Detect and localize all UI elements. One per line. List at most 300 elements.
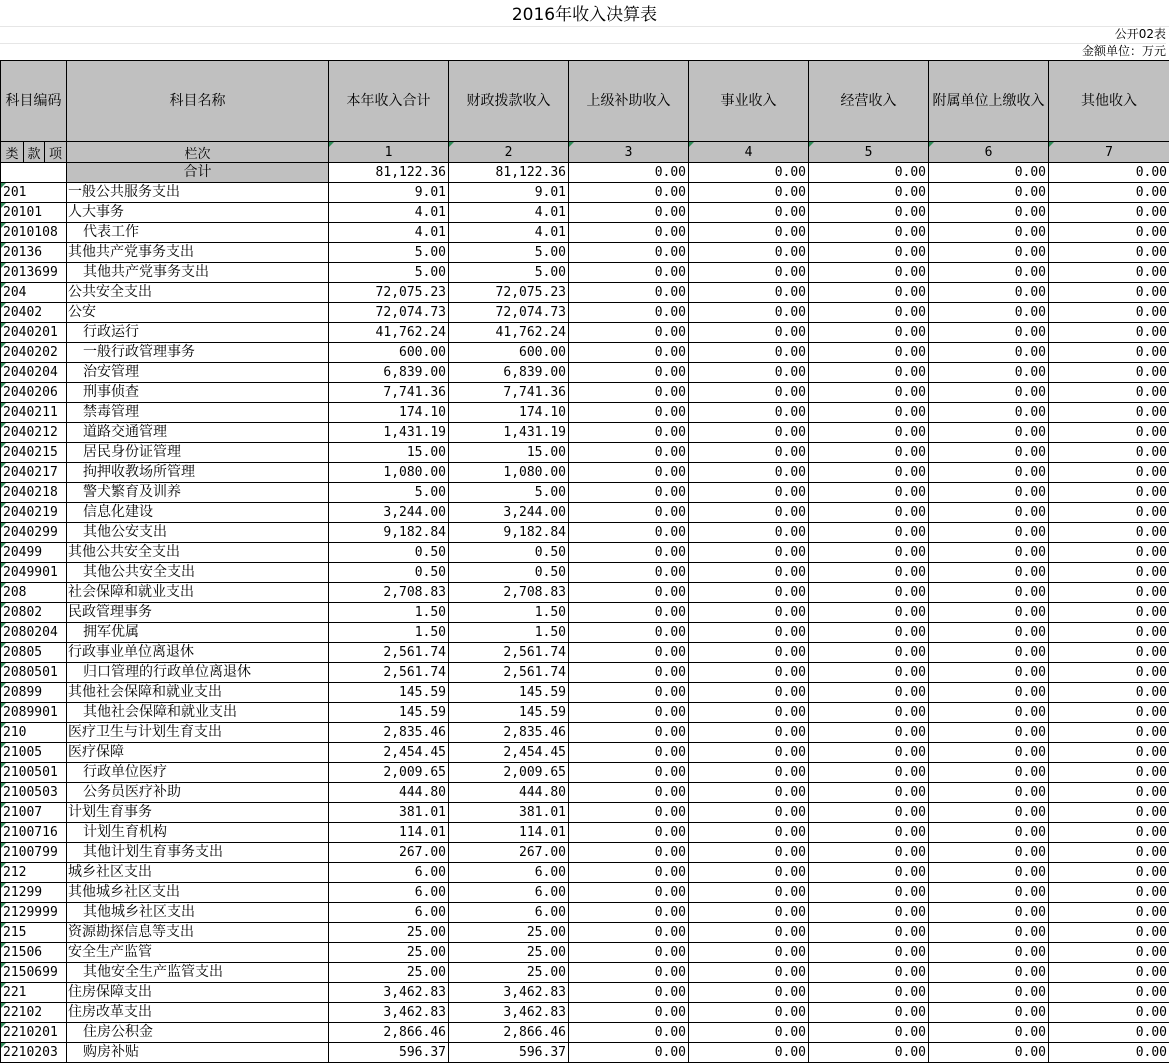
total-value[interactable]: 0.00	[569, 163, 689, 183]
amount-cell[interactable]: 0.00	[569, 623, 689, 643]
amount-cell[interactable]: 0.00	[1049, 543, 1169, 563]
amount-cell[interactable]: 0.00	[809, 203, 929, 223]
amount-cell[interactable]: 0.00	[689, 983, 809, 1003]
amount-cell[interactable]: 41,762.24	[449, 323, 569, 343]
subject-name-cell[interactable]: 资源勘探信息等支出	[67, 923, 329, 943]
subject-code-cell[interactable]: 2040217	[1, 463, 67, 483]
amount-cell[interactable]: 6,839.00	[329, 363, 449, 383]
amount-cell[interactable]: 0.00	[809, 843, 929, 863]
subject-name-cell[interactable]: 住房保障支出	[67, 983, 329, 1003]
amount-cell[interactable]: 2,561.74	[329, 663, 449, 683]
amount-cell[interactable]: 0.00	[929, 863, 1049, 883]
amount-cell[interactable]: 0.00	[809, 803, 929, 823]
amount-cell[interactable]: 0.00	[689, 763, 809, 783]
subject-code-cell[interactable]: 2150699	[1, 963, 67, 983]
subject-code-cell[interactable]: 2080501	[1, 663, 67, 683]
amount-cell[interactable]: 145.59	[329, 683, 449, 703]
header-col-superior-subsidy[interactable]: 上级补助收入	[569, 61, 689, 142]
amount-cell[interactable]: 6.00	[329, 883, 449, 903]
amount-cell[interactable]: 0.00	[1049, 763, 1169, 783]
amount-cell[interactable]: 0.00	[809, 1043, 929, 1063]
amount-cell[interactable]: 0.00	[569, 223, 689, 243]
subject-code-cell[interactable]: 221	[1, 983, 67, 1003]
amount-cell[interactable]: 2,454.45	[329, 743, 449, 763]
amount-cell[interactable]: 0.00	[689, 783, 809, 803]
amount-cell[interactable]: 0.00	[809, 923, 929, 943]
amount-cell[interactable]: 0.00	[929, 223, 1049, 243]
amount-cell[interactable]: 0.00	[1049, 1023, 1169, 1043]
amount-cell[interactable]: 72,075.23	[449, 283, 569, 303]
amount-cell[interactable]: 0.00	[689, 323, 809, 343]
amount-cell[interactable]: 600.00	[329, 343, 449, 363]
amount-cell[interactable]: 0.00	[809, 323, 929, 343]
amount-cell[interactable]: 0.00	[569, 663, 689, 683]
amount-cell[interactable]: 0.00	[809, 483, 929, 503]
header-col-index-label[interactable]: 栏次	[67, 142, 329, 163]
subject-name-cell[interactable]: 公共安全支出	[67, 283, 329, 303]
amount-cell[interactable]: 0.00	[809, 643, 929, 663]
amount-cell[interactable]: 174.10	[449, 403, 569, 423]
amount-cell[interactable]: 0.00	[929, 543, 1049, 563]
amount-cell[interactable]: 0.00	[569, 263, 689, 283]
header-subject-name[interactable]: 科目名称	[67, 61, 329, 142]
subject-name-cell[interactable]: 归口管理的行政单位离退休	[67, 663, 329, 683]
amount-cell[interactable]: 6.00	[329, 903, 449, 923]
amount-cell[interactable]: 25.00	[449, 943, 569, 963]
subject-name-cell[interactable]: 道路交通管理	[67, 423, 329, 443]
subject-code-cell[interactable]: 2100503	[1, 783, 67, 803]
subject-name-cell[interactable]: 计划生育机构	[67, 823, 329, 843]
col-number[interactable]: 3	[569, 142, 689, 163]
subject-code-cell[interactable]: 215	[1, 923, 67, 943]
subject-name-cell[interactable]: 住房公积金	[67, 1023, 329, 1043]
amount-cell[interactable]: 0.00	[1049, 823, 1169, 843]
subject-code-cell[interactable]: 210	[1, 723, 67, 743]
amount-cell[interactable]: 0.00	[809, 683, 929, 703]
amount-cell[interactable]: 0.00	[689, 343, 809, 363]
amount-cell[interactable]: 0.00	[689, 963, 809, 983]
amount-cell[interactable]: 0.00	[809, 183, 929, 203]
subject-name-cell[interactable]: 行政单位医疗	[67, 763, 329, 783]
amount-cell[interactable]: 0.00	[1049, 443, 1169, 463]
amount-cell[interactable]: 0.00	[569, 903, 689, 923]
amount-cell[interactable]: 0.00	[689, 743, 809, 763]
amount-cell[interactable]: 0.00	[569, 443, 689, 463]
amount-cell[interactable]: 0.00	[809, 443, 929, 463]
amount-cell[interactable]: 0.00	[569, 523, 689, 543]
subject-name-cell[interactable]: 计划生育事务	[67, 803, 329, 823]
amount-cell[interactable]: 2,835.46	[329, 723, 449, 743]
subject-code-cell[interactable]: 2013699	[1, 263, 67, 283]
amount-cell[interactable]: 0.00	[1049, 683, 1169, 703]
amount-cell[interactable]: 1.50	[329, 623, 449, 643]
amount-cell[interactable]: 1,080.00	[329, 463, 449, 483]
amount-cell[interactable]: 4.01	[329, 203, 449, 223]
col-number[interactable]: 1	[329, 142, 449, 163]
amount-cell[interactable]: 0.00	[929, 943, 1049, 963]
subject-code-cell[interactable]: 2040211	[1, 403, 67, 423]
amount-cell[interactable]: 0.00	[1049, 243, 1169, 263]
total-value[interactable]: 0.00	[809, 163, 929, 183]
amount-cell[interactable]: 0.00	[929, 463, 1049, 483]
amount-cell[interactable]: 2,561.74	[329, 643, 449, 663]
amount-cell[interactable]: 0.00	[1049, 383, 1169, 403]
amount-cell[interactable]: 3,462.83	[449, 983, 569, 1003]
amount-cell[interactable]: 267.00	[449, 843, 569, 863]
subject-name-cell[interactable]: 一般行政管理事务	[67, 343, 329, 363]
subject-name-cell[interactable]: 其他共产党事务支出	[67, 243, 329, 263]
header-subject-code[interactable]: 科目编码	[1, 61, 67, 142]
amount-cell[interactable]: 0.00	[1049, 783, 1169, 803]
amount-cell[interactable]: 0.00	[569, 923, 689, 943]
amount-cell[interactable]: 41,762.24	[329, 323, 449, 343]
amount-cell[interactable]: 0.00	[1049, 423, 1169, 443]
amount-cell[interactable]: 0.00	[569, 963, 689, 983]
amount-cell[interactable]: 0.00	[569, 303, 689, 323]
amount-cell[interactable]: 0.00	[1049, 323, 1169, 343]
amount-cell[interactable]: 6.00	[449, 883, 569, 903]
amount-cell[interactable]: 0.00	[569, 943, 689, 963]
amount-cell[interactable]: 145.59	[449, 703, 569, 723]
amount-cell[interactable]: 0.00	[1049, 343, 1169, 363]
amount-cell[interactable]: 0.00	[689, 943, 809, 963]
amount-cell[interactable]: 0.00	[569, 823, 689, 843]
subject-code-cell[interactable]: 20101	[1, 203, 67, 223]
subject-name-cell[interactable]: 住房改革支出	[67, 1003, 329, 1023]
amount-cell[interactable]: 0.00	[689, 203, 809, 223]
amount-cell[interactable]: 0.00	[809, 983, 929, 1003]
amount-cell[interactable]: 0.00	[929, 643, 1049, 663]
subject-name-cell[interactable]: 民政管理事务	[67, 603, 329, 623]
amount-cell[interactable]: 0.00	[689, 183, 809, 203]
amount-cell[interactable]: 3,244.00	[329, 503, 449, 523]
subject-code-cell[interactable]: 21506	[1, 943, 67, 963]
amount-cell[interactable]: 0.00	[929, 343, 1049, 363]
amount-cell[interactable]: 0.00	[1049, 903, 1169, 923]
amount-cell[interactable]: 0.00	[1049, 1003, 1169, 1023]
total-value[interactable]: 0.00	[929, 163, 1049, 183]
amount-cell[interactable]: 15.00	[329, 443, 449, 463]
amount-cell[interactable]: 0.00	[1049, 263, 1169, 283]
amount-cell[interactable]: 0.00	[929, 1003, 1049, 1023]
amount-cell[interactable]: 0.00	[569, 283, 689, 303]
header-lei[interactable]: 类	[1, 142, 24, 163]
amount-cell[interactable]: 0.00	[569, 383, 689, 403]
subject-name-cell[interactable]: 安全生产监管	[67, 943, 329, 963]
amount-cell[interactable]: 72,074.73	[329, 303, 449, 323]
amount-cell[interactable]: 0.00	[929, 623, 1049, 643]
amount-cell[interactable]: 0.00	[809, 623, 929, 643]
amount-cell[interactable]: 0.00	[1049, 403, 1169, 423]
col-number[interactable]: 4	[689, 142, 809, 163]
subject-code-cell[interactable]: 2040218	[1, 483, 67, 503]
amount-cell[interactable]: 0.00	[1049, 663, 1169, 683]
amount-cell[interactable]: 0.00	[1049, 623, 1169, 643]
subject-code-cell[interactable]: 2080204	[1, 623, 67, 643]
amount-cell[interactable]: 0.00	[569, 583, 689, 603]
amount-cell[interactable]: 0.00	[689, 623, 809, 643]
amount-cell[interactable]: 0.00	[1049, 463, 1169, 483]
subject-name-cell[interactable]: 其他安全生产监管支出	[67, 963, 329, 983]
amount-cell[interactable]: 600.00	[449, 343, 569, 363]
amount-cell[interactable]: 25.00	[329, 943, 449, 963]
amount-cell[interactable]: 0.00	[1049, 643, 1169, 663]
subject-code-cell[interactable]: 2040299	[1, 523, 67, 543]
amount-cell[interactable]: 0.00	[929, 563, 1049, 583]
header-kuan[interactable]: 款	[24, 142, 45, 163]
amount-cell[interactable]: 25.00	[329, 963, 449, 983]
amount-cell[interactable]: 2,009.65	[329, 763, 449, 783]
amount-cell[interactable]: 0.00	[809, 563, 929, 583]
amount-cell[interactable]: 0.00	[929, 483, 1049, 503]
subject-name-cell[interactable]: 一般公共服务支出	[67, 183, 329, 203]
subject-name-cell[interactable]: 医疗保障	[67, 743, 329, 763]
amount-cell[interactable]: 0.00	[689, 523, 809, 543]
amount-cell[interactable]: 2,454.45	[449, 743, 569, 763]
amount-cell[interactable]: 0.00	[689, 463, 809, 483]
amount-cell[interactable]: 0.00	[929, 383, 1049, 403]
amount-cell[interactable]: 5.00	[449, 263, 569, 283]
amount-cell[interactable]: 0.00	[569, 363, 689, 383]
amount-cell[interactable]: 145.59	[329, 703, 449, 723]
amount-cell[interactable]: 4.01	[449, 223, 569, 243]
amount-cell[interactable]: 2,009.65	[449, 763, 569, 783]
amount-cell[interactable]: 9.01	[449, 183, 569, 203]
amount-cell[interactable]: 3,244.00	[449, 503, 569, 523]
amount-cell[interactable]: 0.00	[809, 343, 929, 363]
subject-name-cell[interactable]: 社会保障和就业支出	[67, 583, 329, 603]
amount-cell[interactable]: 0.00	[809, 243, 929, 263]
amount-cell[interactable]: 3,462.83	[329, 1003, 449, 1023]
amount-cell[interactable]: 0.00	[689, 443, 809, 463]
subject-name-cell[interactable]: 其他计划生育事务支出	[67, 843, 329, 863]
amount-cell[interactable]: 0.50	[449, 563, 569, 583]
amount-cell[interactable]: 2,561.74	[449, 663, 569, 683]
subject-code-cell[interactable]: 208	[1, 583, 67, 603]
amount-cell[interactable]: 4.01	[449, 203, 569, 223]
subject-name-cell[interactable]: 其他公共安全支出	[67, 563, 329, 583]
subject-code-cell[interactable]: 2040204	[1, 363, 67, 383]
amount-cell[interactable]: 0.00	[929, 803, 1049, 823]
amount-cell[interactable]: 0.00	[1049, 603, 1169, 623]
subject-code-cell[interactable]: 20499	[1, 543, 67, 563]
amount-cell[interactable]: 0.00	[809, 403, 929, 423]
amount-cell[interactable]: 0.00	[929, 743, 1049, 763]
amount-cell[interactable]: 0.00	[569, 1003, 689, 1023]
amount-cell[interactable]: 444.80	[449, 783, 569, 803]
subject-name-cell[interactable]: 其他共产党事务支出	[67, 263, 329, 283]
amount-cell[interactable]: 7,741.36	[329, 383, 449, 403]
amount-cell[interactable]: 381.01	[449, 803, 569, 823]
amount-cell[interactable]: 0.00	[929, 663, 1049, 683]
subject-code-cell[interactable]: 2040219	[1, 503, 67, 523]
amount-cell[interactable]: 0.00	[569, 543, 689, 563]
amount-cell[interactable]: 0.00	[569, 703, 689, 723]
total-label[interactable]: 合计	[67, 163, 329, 183]
amount-cell[interactable]: 5.00	[449, 483, 569, 503]
amount-cell[interactable]: 0.00	[809, 263, 929, 283]
amount-cell[interactable]: 4.01	[329, 223, 449, 243]
total-value[interactable]: 81,122.36	[449, 163, 569, 183]
amount-cell[interactable]: 0.00	[569, 403, 689, 423]
amount-cell[interactable]: 0.00	[929, 403, 1049, 423]
amount-cell[interactable]: 0.00	[569, 883, 689, 903]
amount-cell[interactable]: 6.00	[329, 863, 449, 883]
amount-cell[interactable]: 0.00	[809, 383, 929, 403]
amount-cell[interactable]: 0.00	[689, 303, 809, 323]
amount-cell[interactable]: 5.00	[329, 263, 449, 283]
amount-cell[interactable]: 0.00	[929, 203, 1049, 223]
amount-cell[interactable]: 0.00	[929, 503, 1049, 523]
amount-cell[interactable]: 0.00	[809, 763, 929, 783]
amount-cell[interactable]: 0.00	[1049, 503, 1169, 523]
amount-cell[interactable]: 0.00	[1049, 183, 1169, 203]
amount-cell[interactable]: 0.00	[1049, 563, 1169, 583]
amount-cell[interactable]: 2,708.83	[329, 583, 449, 603]
amount-cell[interactable]: 0.00	[809, 463, 929, 483]
amount-cell[interactable]: 596.37	[329, 1043, 449, 1063]
subject-name-cell[interactable]: 人大事务	[67, 203, 329, 223]
amount-cell[interactable]: 0.00	[569, 683, 689, 703]
amount-cell[interactable]: 72,074.73	[449, 303, 569, 323]
subject-code-cell[interactable]: 2010108	[1, 223, 67, 243]
subject-code-cell[interactable]: 2040201	[1, 323, 67, 343]
amount-cell[interactable]: 0.00	[1049, 203, 1169, 223]
amount-cell[interactable]: 0.00	[689, 403, 809, 423]
amount-cell[interactable]: 0.00	[929, 283, 1049, 303]
amount-cell[interactable]: 0.00	[809, 303, 929, 323]
amount-cell[interactable]: 0.00	[1049, 843, 1169, 863]
amount-cell[interactable]: 1,080.00	[449, 463, 569, 483]
amount-cell[interactable]: 25.00	[449, 923, 569, 943]
subject-name-cell[interactable]: 禁毒管理	[67, 403, 329, 423]
total-value[interactable]: 0.00	[689, 163, 809, 183]
amount-cell[interactable]: 5.00	[329, 243, 449, 263]
amount-cell[interactable]: 0.00	[929, 603, 1049, 623]
amount-cell[interactable]: 1,431.19	[449, 423, 569, 443]
amount-cell[interactable]: 72,075.23	[329, 283, 449, 303]
amount-cell[interactable]: 1.50	[449, 623, 569, 643]
amount-cell[interactable]: 0.00	[569, 983, 689, 1003]
subject-name-cell[interactable]: 警犬繁育及训养	[67, 483, 329, 503]
subject-name-cell[interactable]: 信息化建设	[67, 503, 329, 523]
amount-cell[interactable]: 0.00	[689, 883, 809, 903]
amount-cell[interactable]: 0.00	[569, 483, 689, 503]
subject-code-cell[interactable]: 20136	[1, 243, 67, 263]
amount-cell[interactable]: 0.00	[689, 1043, 809, 1063]
amount-cell[interactable]: 0.00	[809, 863, 929, 883]
amount-cell[interactable]: 0.00	[929, 423, 1049, 443]
col-number[interactable]: 6	[929, 142, 1049, 163]
subject-name-cell[interactable]: 刑事侦查	[67, 383, 329, 403]
amount-cell[interactable]: 0.00	[689, 503, 809, 523]
amount-cell[interactable]: 0.00	[689, 223, 809, 243]
amount-cell[interactable]: 0.00	[809, 743, 929, 763]
amount-cell[interactable]: 381.01	[329, 803, 449, 823]
amount-cell[interactable]: 0.00	[809, 523, 929, 543]
amount-cell[interactable]: 0.00	[569, 1043, 689, 1063]
amount-cell[interactable]: 2,835.46	[449, 723, 569, 743]
subject-code-cell[interactable]: 2089901	[1, 703, 67, 723]
amount-cell[interactable]: 114.01	[329, 823, 449, 843]
amount-cell[interactable]: 0.00	[689, 723, 809, 743]
subject-name-cell[interactable]: 其他城乡社区支出	[67, 903, 329, 923]
amount-cell[interactable]: 0.00	[689, 563, 809, 583]
amount-cell[interactable]: 0.00	[569, 243, 689, 263]
header-col-business-income[interactable]: 事业收入	[689, 61, 809, 142]
subject-code-cell[interactable]: 20402	[1, 303, 67, 323]
amount-cell[interactable]: 0.00	[1049, 743, 1169, 763]
header-xiang[interactable]: 项	[45, 142, 67, 163]
amount-cell[interactable]: 0.00	[1049, 223, 1169, 243]
amount-cell[interactable]: 0.00	[689, 683, 809, 703]
col-number[interactable]: 5	[809, 142, 929, 163]
amount-cell[interactable]: 0.00	[809, 963, 929, 983]
subject-code-cell[interactable]: 2040212	[1, 423, 67, 443]
subject-name-cell[interactable]: 行政运行	[67, 323, 329, 343]
amount-cell[interactable]: 0.00	[929, 983, 1049, 1003]
amount-cell[interactable]: 0.00	[689, 663, 809, 683]
subject-code-cell[interactable]: 2040215	[1, 443, 67, 463]
subject-name-cell[interactable]: 居民身份证管理	[67, 443, 329, 463]
header-col-total-income[interactable]: 本年收入合计	[329, 61, 449, 142]
amount-cell[interactable]: 0.00	[569, 343, 689, 363]
subject-name-cell[interactable]: 购房补贴	[67, 1043, 329, 1063]
amount-cell[interactable]: 0.00	[929, 263, 1049, 283]
amount-cell[interactable]: 0.00	[809, 883, 929, 903]
amount-cell[interactable]: 0.00	[929, 583, 1049, 603]
amount-cell[interactable]: 0.00	[689, 363, 809, 383]
subject-code-cell[interactable]: 2040202	[1, 343, 67, 363]
total-value[interactable]: 81,122.36	[329, 163, 449, 183]
subject-code-cell[interactable]: 201	[1, 183, 67, 203]
amount-cell[interactable]: 0.00	[929, 683, 1049, 703]
amount-cell[interactable]: 0.00	[929, 903, 1049, 923]
subject-name-cell[interactable]: 其他社会保障和就业支出	[67, 703, 329, 723]
amount-cell[interactable]: 0.00	[809, 723, 929, 743]
subject-code-cell[interactable]: 204	[1, 283, 67, 303]
amount-cell[interactable]: 0.00	[929, 763, 1049, 783]
subject-code-cell[interactable]: 2040206	[1, 383, 67, 403]
amount-cell[interactable]: 3,462.83	[449, 1003, 569, 1023]
amount-cell[interactable]: 0.00	[809, 1023, 929, 1043]
total-value[interactable]: 0.00	[1049, 163, 1169, 183]
subject-code-cell[interactable]: 2129999	[1, 903, 67, 923]
amount-cell[interactable]: 0.00	[1049, 723, 1169, 743]
header-col-affiliated-unit-income[interactable]: 附属单位上缴收入	[929, 61, 1049, 142]
amount-cell[interactable]: 25.00	[329, 923, 449, 943]
amount-cell[interactable]: 0.00	[809, 903, 929, 923]
amount-cell[interactable]: 0.00	[689, 923, 809, 943]
amount-cell[interactable]: 0.00	[929, 323, 1049, 343]
amount-cell[interactable]: 0.00	[569, 783, 689, 803]
amount-cell[interactable]: 0.00	[809, 503, 929, 523]
amount-cell[interactable]: 0.00	[1049, 483, 1169, 503]
subject-name-cell[interactable]: 医疗卫生与计划生育支出	[67, 723, 329, 743]
amount-cell[interactable]: 0.00	[809, 703, 929, 723]
amount-cell[interactable]: 0.00	[689, 543, 809, 563]
subject-name-cell[interactable]: 其他城乡社区支出	[67, 883, 329, 903]
amount-cell[interactable]: 0.00	[569, 743, 689, 763]
amount-cell[interactable]: 267.00	[329, 843, 449, 863]
amount-cell[interactable]: 0.00	[929, 183, 1049, 203]
amount-cell[interactable]: 0.00	[569, 643, 689, 663]
amount-cell[interactable]: 0.00	[689, 603, 809, 623]
amount-cell[interactable]: 0.00	[929, 783, 1049, 803]
subject-name-cell[interactable]: 行政事业单位离退休	[67, 643, 329, 663]
amount-cell[interactable]: 0.00	[1049, 923, 1169, 943]
amount-cell[interactable]: 0.00	[689, 383, 809, 403]
